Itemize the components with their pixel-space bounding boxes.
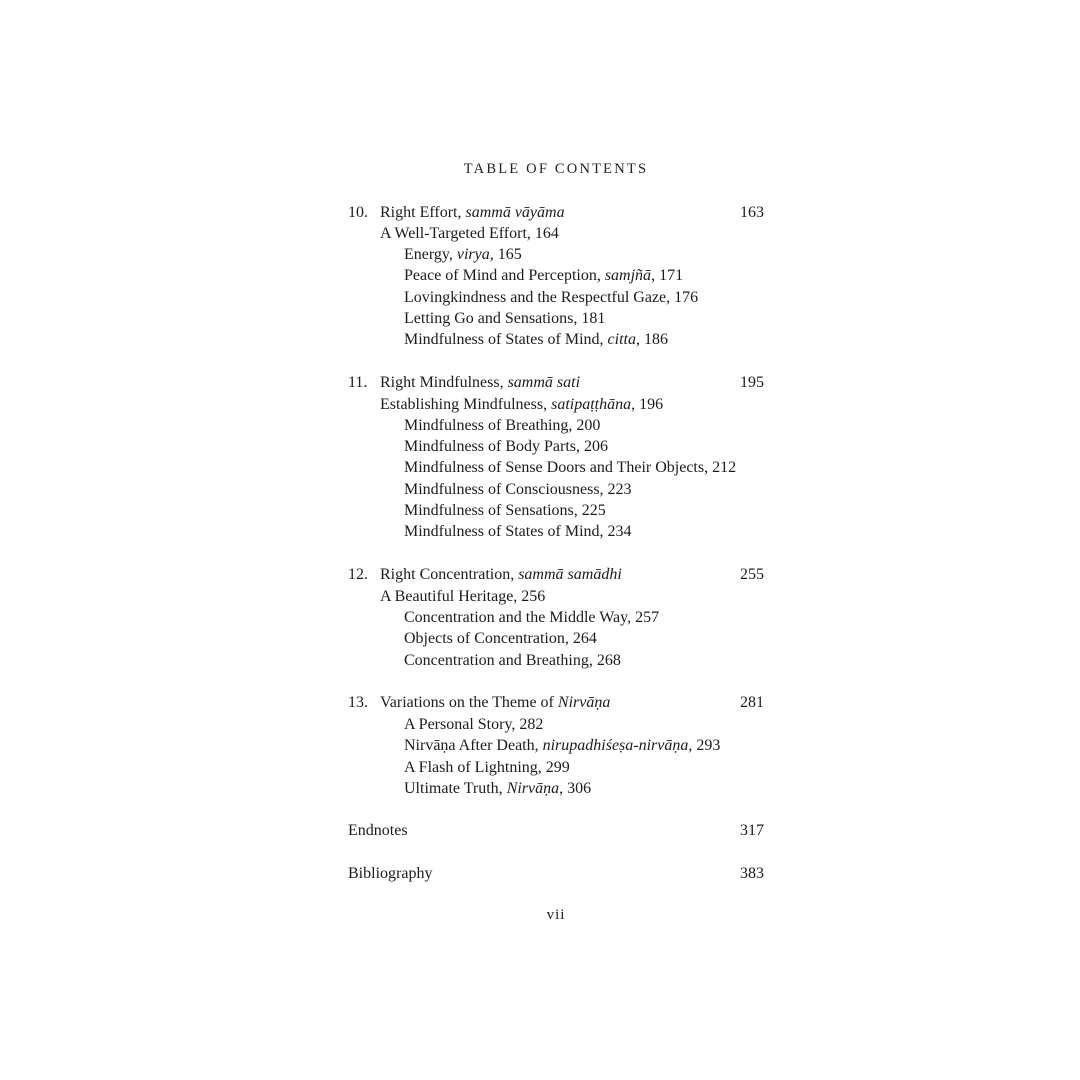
toc-entry[interactable]: Mindfulness of Body Parts, 206: [404, 438, 608, 455]
toc-entry[interactable]: Mindfulness of Breathing, 200: [404, 417, 601, 434]
chapter-number: 11.: [348, 374, 368, 391]
chapter-page: 195: [740, 374, 764, 391]
chapter-number: 13.: [348, 694, 368, 711]
toc-bibliography[interactable]: Bibliography 383: [348, 865, 764, 882]
toc-entry[interactable]: Mindfulness of States of Mind, citta, 186: [404, 331, 668, 348]
toc-entry[interactable]: Mindfulness of Consciousness, 223: [404, 481, 632, 498]
toc-entry[interactable]: Energy, virya, 165: [404, 246, 522, 263]
page-number: vii: [546, 907, 566, 923]
toc-entry[interactable]: Establishing Mindfulness, satipaṭṭhāna, 196: [380, 396, 664, 413]
chapter-title: Right Effort, sammā vāyāma: [380, 204, 565, 221]
toc-chapter-12[interactable]: [348, 564, 768, 586]
toc-entry[interactable]: Concentration and Breathing, 268: [404, 652, 621, 669]
chapter-title: Right Concentration, sammā samādhi: [380, 566, 622, 583]
chapter-page: 255: [740, 566, 764, 583]
chapter-page: 163: [740, 204, 764, 221]
toc-entry[interactable]: Mindfulness of Sense Doors and Their Objects, 212: [404, 459, 737, 476]
chapter-title: Variations on the Theme of Nirvāṇa: [380, 694, 611, 711]
toc-entry[interactable]: Mindfulness of Sensations, 225: [404, 502, 606, 519]
toc-entry[interactable]: A Flash of Lightning, 299: [404, 759, 570, 776]
toc-entry[interactable]: A Beautiful Heritage, 256: [380, 588, 546, 605]
toc-entry[interactable]: Objects of Concentration, 264: [404, 630, 597, 647]
toc-entry[interactable]: Peace of Mind and Perception, samjñā, 171: [404, 267, 684, 284]
toc-chapter-10[interactable]: [348, 202, 768, 224]
toc-entry[interactable]: Letting Go and Sensations, 181: [404, 310, 606, 327]
toc-entry[interactable]: Mindfulness of States of Mind, 234: [404, 523, 632, 540]
toc-entry[interactable]: A Personal Story, 282: [404, 716, 544, 733]
chapter-title: Right Mindfulness, sammā sati: [380, 374, 581, 391]
chapter-page: 281: [740, 694, 764, 711]
toc-entry[interactable]: Nirvāṇa After Death, nirupadhiśeṣa-nirvāṇa, 293: [404, 737, 721, 754]
toc-entry[interactable]: Ultimate Truth, Nirvāṇa, 306: [404, 780, 592, 797]
toc-entry[interactable]: A Well-Targeted Effort, 164: [380, 225, 559, 242]
toc-endnotes[interactable]: Endnotes 317: [348, 822, 764, 839]
chapter-number: 12.: [348, 566, 368, 583]
page-title: TABLE OF CONTENTS: [463, 161, 649, 177]
toc-entry[interactable]: Concentration and the Middle Way, 257: [404, 609, 660, 626]
chapter-number: 10.: [348, 204, 368, 221]
toc-chapter-11[interactable]: [348, 372, 768, 394]
toc-entry[interactable]: Lovingkindness and the Respectful Gaze, 176: [404, 289, 699, 306]
toc-chapter-13[interactable]: [348, 692, 768, 714]
